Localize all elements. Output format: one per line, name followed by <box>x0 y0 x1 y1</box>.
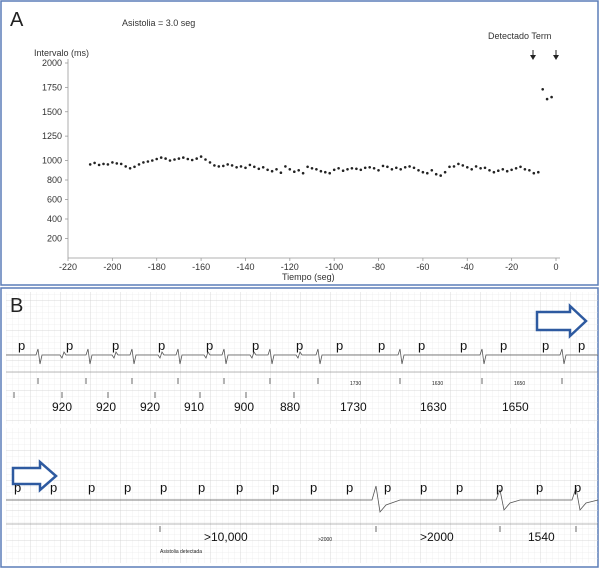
x-tick-label: -20 <box>505 262 519 272</box>
scatter-point <box>302 172 305 175</box>
scatter-point <box>116 162 119 165</box>
interval-label: 1540 <box>528 530 555 544</box>
interval-label: 1730 <box>340 400 367 414</box>
panel-a-letter: A <box>10 9 24 31</box>
scatter-point <box>484 167 487 170</box>
p-wave-label: p <box>418 338 426 353</box>
x-tick-label: -40 <box>460 262 474 272</box>
y-axis-label: Intervalo (ms) <box>34 48 90 58</box>
panel-a-frame <box>1 1 598 285</box>
y-tick-label: 1500 <box>41 106 62 117</box>
p-wave-label: p <box>236 480 244 495</box>
p-wave-label: p <box>542 338 550 353</box>
p-wave-label: p <box>496 480 504 495</box>
scatter-point <box>386 166 389 169</box>
scatter-point <box>195 157 198 160</box>
scatter-point <box>138 163 141 166</box>
p-wave-label: p <box>420 480 428 495</box>
scatter-point <box>240 165 243 168</box>
p-wave-label: p <box>252 338 260 353</box>
scatter-point <box>231 164 234 167</box>
scatter-point <box>550 96 553 99</box>
scatter-point <box>311 167 314 170</box>
scatter-point <box>258 168 261 171</box>
scatter-point <box>93 162 96 165</box>
scatter-point <box>404 166 407 169</box>
p-wave-label: p <box>500 338 508 353</box>
scatter-point <box>408 165 411 168</box>
p-wave-label: p <box>112 338 120 353</box>
scatter-point <box>218 165 221 168</box>
p-wave-label: p <box>456 480 464 495</box>
scatter-point <box>142 161 145 164</box>
scatter-point <box>271 170 274 173</box>
p-wave-label: p <box>14 480 22 495</box>
scatter-point <box>524 168 527 171</box>
p-wave-label: p <box>536 480 544 495</box>
x-tick-label: -60 <box>416 262 430 272</box>
small-value-1730: 1730 <box>350 381 362 387</box>
small-value-1630: 1630 <box>432 381 444 387</box>
scatter-point <box>510 169 513 172</box>
interval-label: 1630 <box>420 400 447 414</box>
scatter-point <box>164 157 167 160</box>
scatter-point <box>200 155 203 158</box>
panel-b-letter: B <box>10 295 24 317</box>
scatter-point <box>120 163 123 166</box>
scatter-point <box>155 158 158 161</box>
interval-label: >10,000 <box>204 530 248 544</box>
scatter-point <box>204 158 207 161</box>
p-wave-label: p <box>158 338 166 353</box>
interval-label: 880 <box>280 400 301 414</box>
interval-label: 1650 <box>502 400 529 414</box>
y-tick-label: 800 <box>46 175 62 185</box>
scatter-point <box>453 165 456 168</box>
scatter-point <box>315 168 318 171</box>
scatter-point <box>253 166 256 169</box>
p-wave-label: p <box>50 480 58 495</box>
scatter-point <box>333 169 336 172</box>
scatter-point <box>275 168 278 171</box>
scatter-point <box>395 167 398 170</box>
scatter-point <box>324 171 327 174</box>
scatter-point <box>173 158 176 161</box>
p-wave-label: p <box>66 338 74 353</box>
x-tick-label: -160 <box>192 262 211 272</box>
scatter-point <box>187 158 190 161</box>
ecg-strip-2-grid <box>6 428 598 563</box>
scatter-point <box>266 169 269 172</box>
p-wave-label: p <box>310 480 318 495</box>
scatter-point <box>422 171 425 174</box>
scatter-point <box>360 169 363 172</box>
scatter-point <box>306 166 309 169</box>
x-tick-label: -80 <box>372 262 386 272</box>
scatter-point <box>280 171 283 174</box>
p-wave-label: p <box>574 480 582 495</box>
scatter-point <box>147 160 150 163</box>
p-wave-label: p <box>384 480 392 495</box>
scatter-point <box>497 169 500 172</box>
scatter-point <box>364 167 367 170</box>
scatter-point <box>337 167 340 170</box>
scatter-point <box>342 169 345 172</box>
y-tick-label: 1000 <box>41 155 62 166</box>
asystole-label: Asistolia = 3.0 seg <box>122 18 196 28</box>
scatter-point <box>160 156 163 159</box>
scatter-point <box>506 170 509 173</box>
scatter-point <box>209 161 212 164</box>
x-tick-label: -200 <box>103 262 122 272</box>
scatter-point <box>98 164 101 167</box>
scatter-point <box>515 167 518 170</box>
scatter-point <box>351 167 354 170</box>
scatter-point <box>426 172 429 175</box>
scatter-point <box>182 156 185 159</box>
scatter-point <box>431 169 434 172</box>
scatter-point <box>399 168 402 171</box>
scatter-point <box>213 164 216 167</box>
interval-label: 920 <box>140 400 161 414</box>
scatter-point <box>519 166 522 169</box>
p-wave-label: p <box>460 338 468 353</box>
scatter-point <box>537 171 540 174</box>
scatter-point <box>124 165 127 168</box>
y-tick-label: 1750 <box>41 82 62 93</box>
scatter-point <box>475 165 478 168</box>
scatter-point <box>502 168 505 171</box>
scatter-point <box>435 173 438 176</box>
panel-b <box>1 288 598 567</box>
interval-label: >2000 <box>420 530 454 544</box>
scatter-point <box>479 167 482 170</box>
scatter-point <box>382 165 385 168</box>
scatter-point <box>262 166 265 169</box>
scatter-point <box>222 165 225 168</box>
scatter-point <box>457 163 460 166</box>
scatter-point <box>133 166 136 169</box>
p-wave-label: p <box>198 480 206 495</box>
p-wave-label: p <box>346 480 354 495</box>
x-tick-label: -180 <box>147 262 166 272</box>
small-value-2000: >2000 <box>318 537 333 543</box>
scatter-point <box>355 168 358 171</box>
scatter-point <box>368 166 371 169</box>
scatter-point <box>533 172 536 175</box>
y-tick-label: 400 <box>46 214 62 224</box>
scatter-point <box>488 169 491 172</box>
scatter-point <box>235 166 238 169</box>
scatter-point <box>373 167 376 170</box>
x-tick-label: -220 <box>58 262 78 272</box>
interval-label: 920 <box>52 400 73 414</box>
scatter-point <box>284 165 287 168</box>
scatter-point <box>546 98 549 101</box>
scatter-point <box>470 168 473 171</box>
interval-label: 920 <box>96 400 117 414</box>
asystole-detected-label: Asistolia detectada <box>160 549 202 555</box>
scatter-point <box>462 164 465 167</box>
p-wave-label: p <box>18 338 26 353</box>
x-axis-label: Tiempo (seg) <box>282 272 335 282</box>
p-wave-label: p <box>578 338 586 353</box>
scatter-point <box>297 169 300 172</box>
scatter-point <box>439 174 442 177</box>
scatter-point <box>129 167 132 170</box>
scatter-point <box>191 159 194 162</box>
p-wave-label: p <box>88 480 96 495</box>
scatter-point <box>107 163 110 166</box>
small-value-1650: 1650 <box>514 381 526 387</box>
scatter-point <box>89 163 92 166</box>
scatter-point <box>444 171 447 174</box>
scatter-point <box>289 168 292 171</box>
p-wave-label: p <box>336 338 344 353</box>
p-wave-label: p <box>272 480 280 495</box>
scatter-point <box>111 161 114 164</box>
scatter-point <box>244 167 247 170</box>
p-wave-label: p <box>160 480 168 495</box>
x-tick-label: -100 <box>325 262 344 272</box>
panel-a <box>1 1 598 285</box>
scatter-point <box>377 169 380 172</box>
scatter-point <box>293 170 296 173</box>
scatter-point <box>102 163 105 166</box>
x-tick-label: 0 <box>553 262 559 272</box>
interval-label: 900 <box>234 400 255 414</box>
scatter-point <box>328 172 331 175</box>
p-wave-label: p <box>206 338 214 353</box>
p-wave-label: p <box>296 338 304 353</box>
detected-label: Detectado Term <box>488 31 552 41</box>
y-tick-label: 200 <box>46 233 62 244</box>
scatter-point <box>391 168 394 171</box>
scatter-point <box>178 157 181 160</box>
scatter-point <box>226 163 229 166</box>
interval-label: 910 <box>184 400 205 414</box>
scatter-point <box>151 159 154 162</box>
p-wave-label: p <box>124 480 132 495</box>
scatter-point <box>320 170 323 173</box>
scatter-point <box>528 169 531 172</box>
scatter-point <box>169 159 172 162</box>
scatter-point <box>541 88 544 91</box>
scatter-point <box>448 166 451 169</box>
scatter-point <box>493 171 496 174</box>
scatter-point <box>417 169 420 172</box>
scatter-point <box>466 166 469 169</box>
y-tick-label: 1250 <box>41 131 62 142</box>
scatter-point <box>346 168 349 171</box>
scatter-point <box>249 164 252 167</box>
p-wave-label: p <box>378 338 386 353</box>
y-tick-label: 2000 <box>41 58 62 68</box>
x-tick-label: -140 <box>236 262 255 272</box>
y-tick-label: 600 <box>46 194 62 205</box>
x-tick-label: -120 <box>280 262 299 272</box>
scatter-point <box>413 167 416 170</box>
